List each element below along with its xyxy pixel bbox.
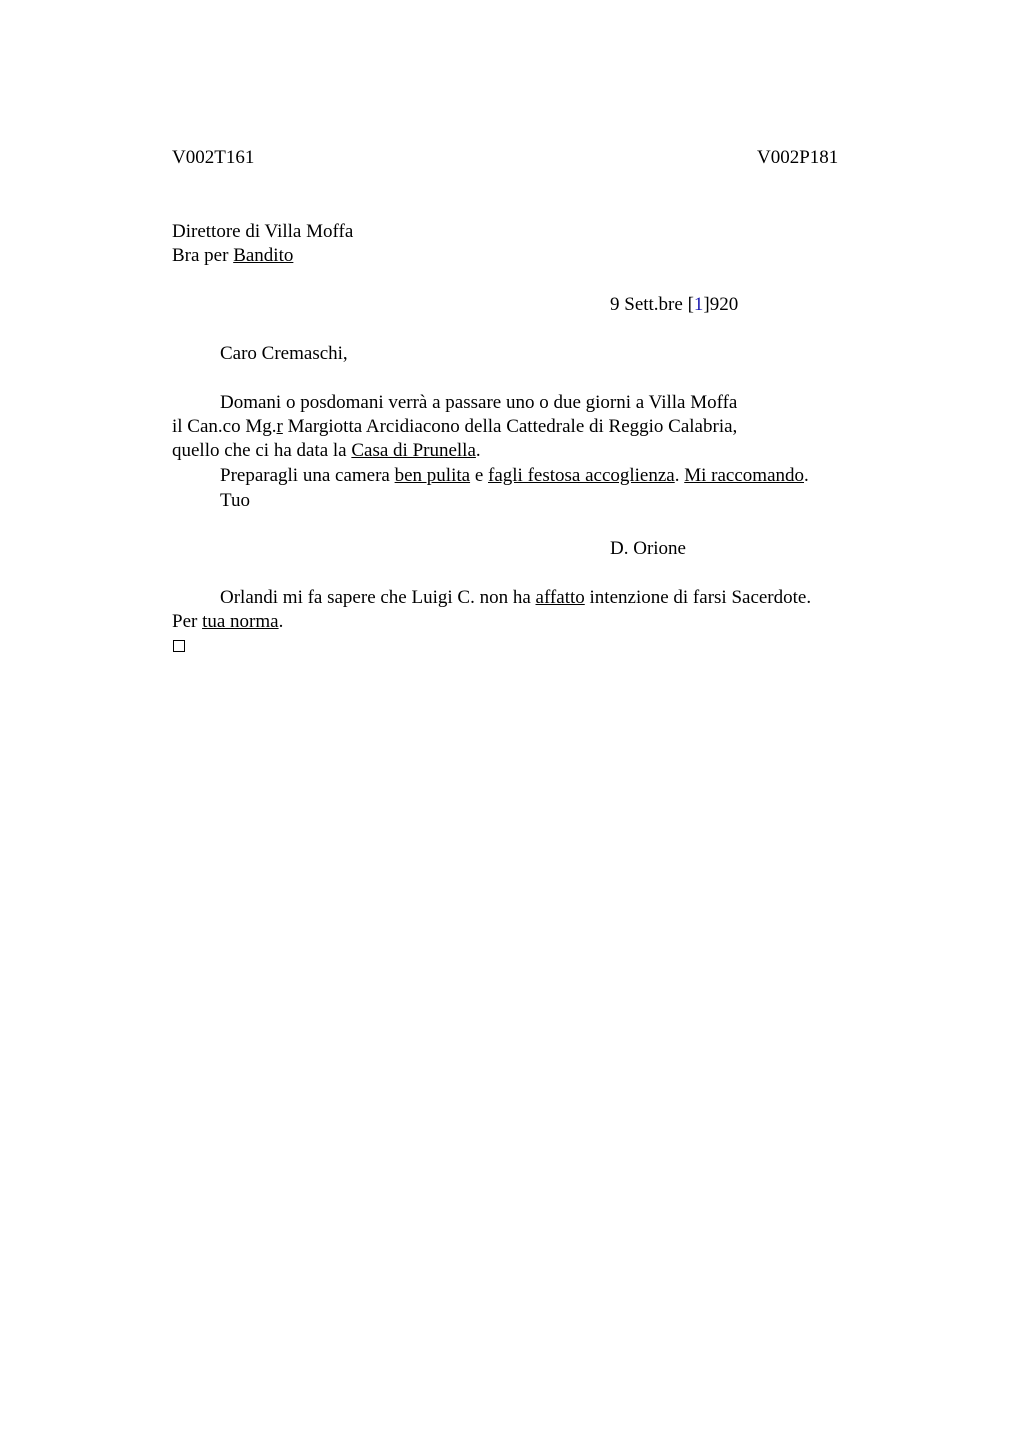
p2-underlined-3: Mi raccomando [684,465,804,486]
recipient-line-2 [172,244,293,268]
ps-l1-underlined: affatto [535,587,585,608]
p2-text-c: . [674,465,685,486]
signature: D. Orione [610,538,686,559]
date-suffix: ]920 [703,294,739,315]
postscript-line-1 [220,586,811,610]
p2-underlined-2: fagli festosa accoglienza [488,465,675,486]
recipient-place: Bandito [233,245,294,266]
p1-l2-text-b: Margiotta Arcidiacono della Cattedrale di Reggio Calabria, [282,416,738,437]
paragraph-1-line-3 [172,439,481,463]
p1-l2-superscript: r [276,416,283,437]
recipient-prefix: Bra per [172,245,234,266]
recipient-line-1: Direttore di Villa Moffa [172,221,354,242]
paragraph-2 [220,464,809,488]
ps-l1-text-b: intenzione di farsi Sacerdote. [584,587,812,608]
end-marker-box-icon [173,640,185,652]
closing: Tuo [220,490,250,511]
date-prefix: 9 Sett.bre [ [610,294,694,315]
ps-l1-text-a: Orlandi mi fa sapere che Luigi C. non ha [220,587,536,608]
letter-date [610,293,738,317]
p1-l3-text-a: quello che ci ha data la [172,440,352,461]
p1-l2-text-a: il Can.co Mg. [172,416,277,437]
ps-l2-underlined: tua norma [202,611,279,632]
p2-text-a: Preparagli una camera [220,465,395,486]
p1-l3-text-b: . [475,440,481,461]
salutation: Caro Cremaschi, [220,343,348,364]
right-reference-code: V002P181 [757,147,839,168]
date-bracket-digit: 1 [693,294,704,315]
paragraph-1-line-2 [172,415,737,439]
left-reference-code: V002T161 [172,147,255,168]
paragraph-1-line-1: Domani o posdomani verrà a passare uno o due giorni a Villa Moffa [220,392,738,413]
p2-text-b: e [470,465,488,486]
p2-underlined-1: ben pulita [394,465,471,486]
ps-l2-text-a: Per [172,611,203,632]
p2-text-d: . [804,465,809,486]
p1-l3-underlined: Casa di Prunella [351,440,476,461]
postscript-line-2 [172,610,283,634]
ps-l2-text-b: . [278,611,284,632]
